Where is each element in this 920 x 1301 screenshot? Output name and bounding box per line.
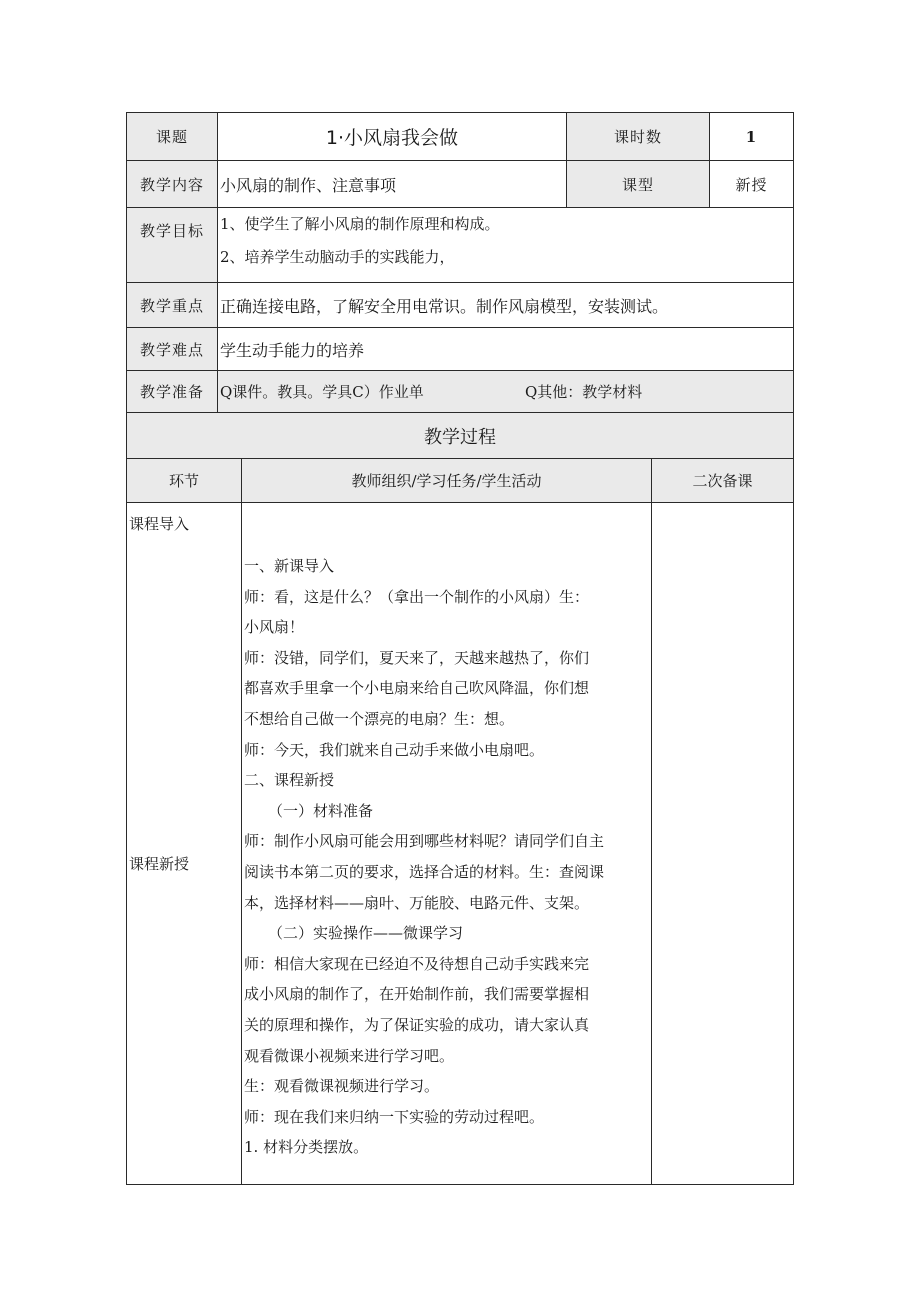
- activity-line: （二）实验操作——微课学习: [268, 924, 464, 943]
- stage-new: 课程新授: [129, 855, 190, 873]
- prep-materials: Q课件。教具。学具C）作业单: [220, 383, 424, 401]
- hours-value: 1: [710, 113, 794, 161]
- notes-column-header: 二次备课: [652, 459, 794, 503]
- activity-line: （一）材料准备: [268, 801, 374, 820]
- activity-line: 1. 材料分类摆放。: [244, 1138, 369, 1157]
- topic-label: 课题: [127, 113, 218, 161]
- activity-lines: [242, 503, 651, 1163]
- activity-line: 师：制作小风扇可能会用到哪些材料呢？请同学们自主: [244, 832, 605, 851]
- content-value: 小风扇的制作、注意事项: [218, 161, 567, 208]
- activity-line: 观看微课小视频来进行学习吧。: [244, 1046, 455, 1065]
- type-value: 新授: [710, 161, 794, 208]
- activity-line: 小风扇！: [244, 618, 305, 637]
- activity-line: 一、新课导入: [244, 557, 335, 575]
- prep-other: Q其他：教学材料: [525, 383, 643, 401]
- activity-line: 师：没错，同学们，夏天来了，天越来越热了，你们: [244, 648, 590, 667]
- activity-line: 成小风扇的制作了，在开始制作前，我们需要掌握相: [244, 985, 590, 1004]
- key-value: 正确连接电路，了解安全用电常识。制作风扇模型，安装测试。: [218, 283, 794, 328]
- activity-line: 师：相信大家现在已经迫不及待想自己动手实践来完: [244, 954, 590, 973]
- stage-column-header: 环节: [127, 459, 242, 503]
- activity-cell: [242, 503, 652, 1185]
- stage-cell: [127, 503, 242, 1185]
- difficulty-label: 教学难点: [127, 328, 218, 371]
- prep-row: [127, 371, 794, 413]
- goal-label: 教学目标: [127, 208, 218, 283]
- prep-label: 教学准备: [127, 371, 218, 413]
- activity-line: 关的原理和操作，为了保证实验的成功，请大家认真: [244, 1015, 590, 1034]
- difficulty-row: [127, 328, 794, 371]
- goal-item: 2、培养学生动脑动手的实践能力，: [220, 248, 455, 266]
- key-label: 教学重点: [127, 283, 218, 328]
- activity-line: 不想给自己做一个漂亮的电扇？生：想。: [244, 709, 515, 728]
- difficulty-value: 学生动手能力的培养: [218, 328, 794, 371]
- activity-line: 二、课程新授: [244, 771, 335, 790]
- activity-line: 都喜欢手里拿一个小电扇来给自己吹风降温，你们想: [244, 679, 590, 698]
- activity-line: 阅读书本第二页的要求，选择合适的材料。生：查阅课: [244, 862, 605, 881]
- topic-value: 1·小风扇我会做: [218, 113, 567, 161]
- notes-cell: [652, 503, 794, 1185]
- goal-item: 1、使学生了解小风扇的制作原理和构成。: [220, 215, 500, 233]
- activity-column-header: 教师组织/学习任务/学生活动: [242, 459, 652, 503]
- process-body-row: [127, 503, 794, 1185]
- topic-row: [127, 113, 794, 161]
- content-label: 教学内容: [127, 161, 218, 208]
- key-row: [127, 283, 794, 328]
- stage-intro: 课程导入: [129, 515, 190, 533]
- lesson-info-table: [126, 112, 794, 413]
- hours-label: 课时数: [567, 113, 710, 161]
- activity-line: 本，选择材料——扇叶、万能胶、电路元件、支架。: [244, 893, 590, 912]
- prep-value: [218, 371, 794, 413]
- activity-line: 师：现在我们来归纳一下实验的劳动过程吧。: [244, 1107, 545, 1126]
- goal-list: [218, 208, 794, 283]
- activity-line: 生：观看微课视频进行学习。: [244, 1077, 440, 1096]
- type-label: 课型: [567, 161, 710, 208]
- process-header-row: [127, 459, 794, 503]
- process-title-row: [127, 413, 794, 459]
- content-row: [127, 161, 794, 208]
- activity-line: 师：今天，我们就来自己动手来做小电扇吧。: [244, 740, 545, 759]
- activity-line: 师：看，这是什么？（拿出一个制作的小风扇）生：: [244, 587, 590, 606]
- process-title: 教学过程: [127, 413, 794, 459]
- teaching-process-table: [126, 412, 794, 1185]
- goal-row: [127, 208, 794, 283]
